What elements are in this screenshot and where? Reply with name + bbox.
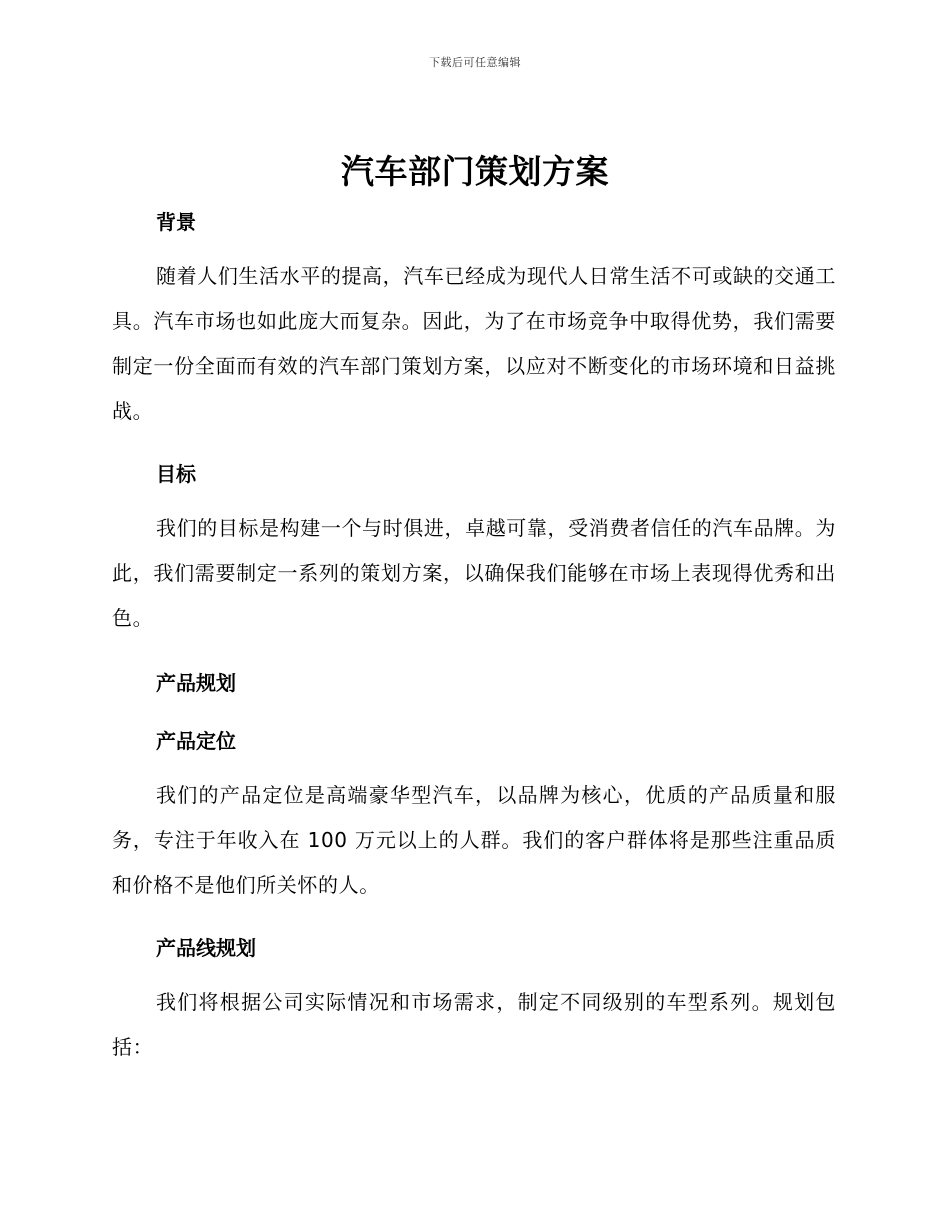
section-heading-product-positioning: 产品定位: [156, 729, 236, 753]
paragraph-goal: 我们的目标是构建一个与时俱进，卓越可靠，受消费者信任的汽车品牌。为此，我们需要制定一系列的策划方案，以确保我们能够在市场上表现得优秀和出色。: [112, 516, 836, 630]
paragraph-product-positioning: 我们的产品定位是高端豪华型汽车，以品牌为核心，优质的产品质量和服务，专注于年收入在 100 万元以上的人群。我们的客户群体将是那些注重品质和价格不是他们所关怀的人。: [112, 783, 836, 897]
paragraph-background: 随着人们生活水平的提高，汽车已经成为现代人日常生活不可或缺的交通工具。汽车市场也如此庞大而复杂。因此，为了在市场竞争中取得优势，我们需要制定一份全面而有效的汽车部门策划方案，以应对不断变化的市场环境和日益挑战。: [112, 264, 836, 423]
section-heading-background: 背景: [156, 210, 196, 234]
document-body: [112, 204, 836, 1070]
document-title: 汽车部门策划方案: [341, 152, 609, 191]
header-note: 下载后可任意编辑: [429, 56, 521, 69]
section-heading-product-planning: 产品规划: [156, 671, 236, 695]
section-heading-goal: 目标: [156, 462, 196, 486]
section-heading-product-line: 产品线规划: [156, 936, 256, 960]
paragraph-product-line: 我们将根据公司实际情况和市场需求，制定不同级别的车型系列。规划包括：: [112, 990, 836, 1059]
